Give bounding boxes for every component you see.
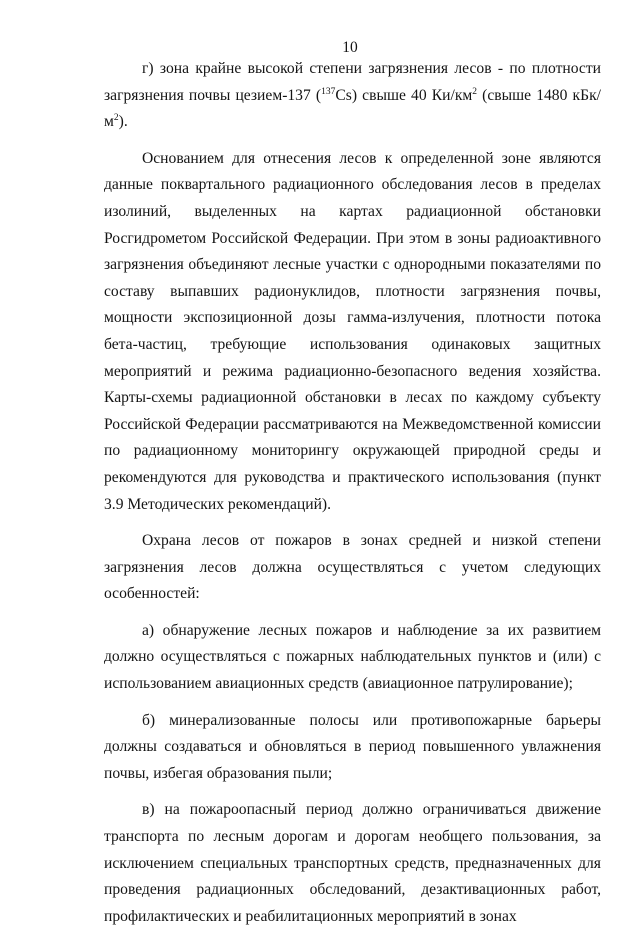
isotope-mass-superscript: 137 [321,86,336,97]
paragraph-zone-g-text: г) зона крайне высокой степени загрязнения лесов - по плотности загрязнения почвы цезием-137 ( [104,60,601,104]
paragraph-zone-g-text-4: ). [118,113,128,131]
paragraph-zone-g-text-3: (свыше 1480 кБк/м [104,86,601,131]
paragraph-zone-g [104,56,601,136]
paragraph-item-v: в) на пожароопасный период должно ограничиваться движение транспорта по лесным дорогам и дорогам необщего пользования, за исключением специальных транспортных средств, предназначенных для проведения радиационных обследований, дезактивационных работ, профилактических и реабилитационных мероприятий в зонах [104,801,601,925]
paragraph-item-b: б) минерализованные полосы или противопожарные барьеры должны создаваться и обновляться в период повышенного увлажнения почвы, избегая образования пыли; [104,711,601,782]
square-superscript-2: 2 [113,113,119,124]
square-superscript: 2 [472,86,478,97]
document-body [104,56,601,930]
paragraph-zone-g-text-2: Cs) свыше 40 Ки/км [335,86,473,104]
paragraph-item-a: а) обнаружение лесных пожаров и наблюдение за их развитием должно осуществляться с пожарных наблюдательных пунктов и (или) с использованием авиационных средств (авиационное патрулирование); [104,621,601,693]
page-number: 10 [342,39,358,56]
paragraph-fire-protection: Охрана лесов от пожаров в зонах средней и низкой степени загрязнения лесов должна осуществляться с учетом следующих особенностей: [104,532,601,603]
paragraph-basis: Основанием для отнесения лесов к определенной зоне являются данные поквартального радиационного обследования лесов в пределах изолиний, выделенных на картах радиационной обстановки Росгидрометом Российской Федерации. При этом в зоны радиоактивного загрязнения объединяют лесные участки с однородными показателями по составу выпавших радионуклидов, плотности загрязнения почвы, мощности экспозиционной дозы гамма-излучения, плотности потока бета-частиц, требующие использования одинаковых защитных мероприятий и режима радиационно-безопасного ведения хозяйства. Карты-схемы радиационной обстановки в лесах по каждому субъекту Российской Федерации рассматриваются на Межведомственной комиссии по радиационному мониторингу окружающей природной среды и рекомендуются для руководства и практического использования (пункт 3.9 Методических рекомендаций). [104,149,601,513]
